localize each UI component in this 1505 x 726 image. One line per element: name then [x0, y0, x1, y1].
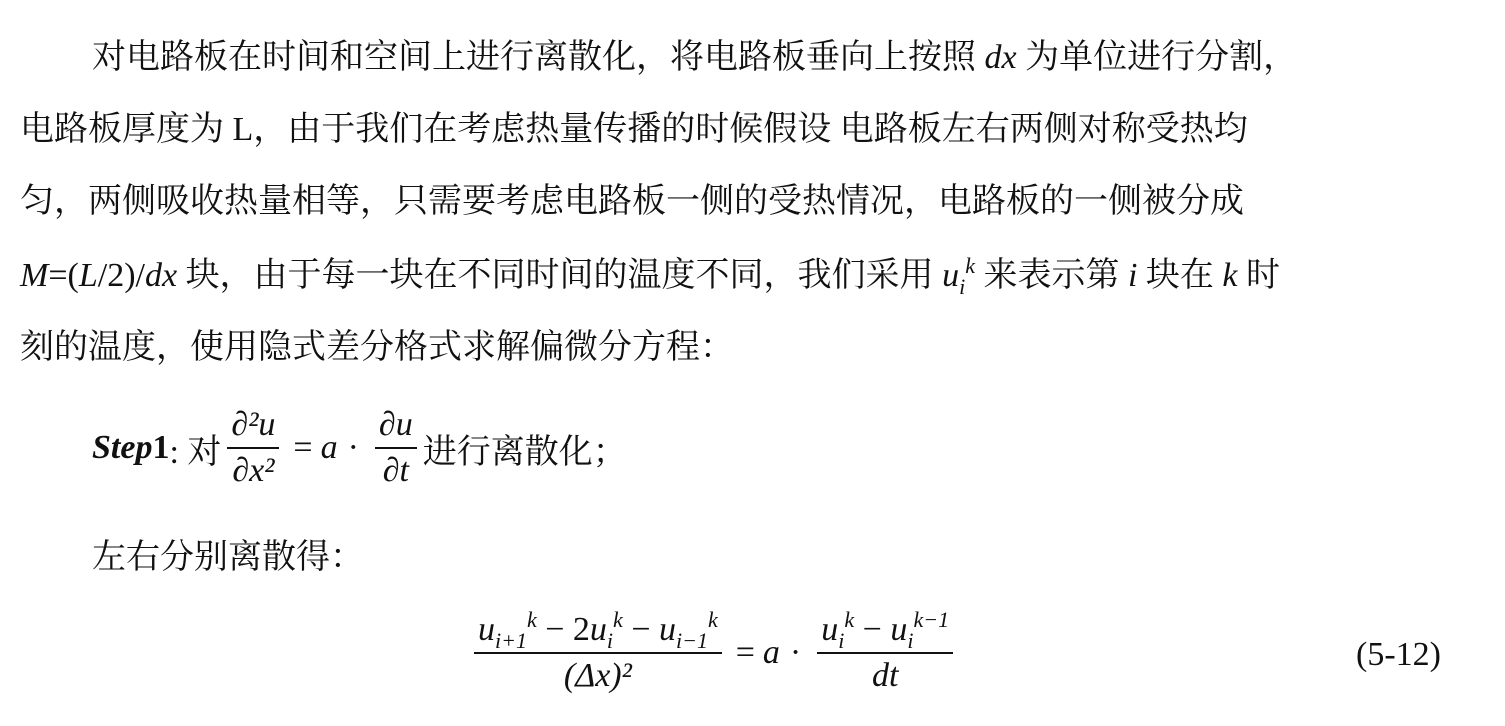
discretize-label: 左右分别离散得：	[92, 539, 364, 576]
math-sub: i	[907, 627, 914, 653]
math-u: u	[589, 611, 607, 648]
eq-rhs-denominator: dt	[871, 657, 899, 694]
math-i: i	[1127, 257, 1138, 294]
equals-sign: =	[293, 429, 313, 466]
math-u: u	[821, 611, 839, 648]
math-L: L	[78, 257, 98, 294]
text-span: 对电路板在时间和空间上进行离散化，将电路板垂向上按照	[92, 39, 985, 76]
math-u: u	[942, 257, 960, 294]
paragraph-line-5: 刻的温度，使用隐式差分格式求解偏微分方程：	[20, 329, 734, 366]
paragraph-line-4	[20, 248, 1280, 304]
fraction-denominator: ∂t	[382, 452, 409, 489]
math-op: − 2	[536, 611, 590, 648]
step-text: : 对	[169, 433, 222, 471]
eq-lhs-fraction	[474, 608, 722, 698]
eq-lhs-denominator: (Δx)²	[563, 657, 632, 694]
math-sub: i	[606, 627, 614, 653]
rhs-fraction	[375, 403, 417, 493]
math-sup: k	[844, 606, 855, 632]
step-suffix: 进行离散化；	[422, 433, 627, 471]
step-label: Step	[92, 429, 153, 466]
math-op: −	[854, 611, 891, 648]
math-dx: dx	[144, 257, 178, 294]
math-text: /2)/	[97, 257, 145, 294]
math-sub: i	[838, 627, 845, 653]
paragraph-line-2: 电路板厚度为 L，由于我们在考虑热量传播的时候假设 电路板左右两侧对称受热均	[20, 111, 1248, 148]
step1-row	[92, 398, 627, 498]
math-sup: k	[526, 606, 537, 632]
equation-number: (5-12)	[1356, 636, 1441, 673]
text-span: 时	[1237, 257, 1280, 294]
eq-rhs-numerator	[817, 608, 953, 652]
math-sub: i−1	[676, 627, 708, 653]
text-span: 为单位进行分割，	[1016, 39, 1298, 76]
math-a: a	[762, 634, 780, 671]
math-u: u	[659, 611, 676, 648]
text-span: 块在	[1137, 257, 1223, 294]
dot-operator: ·	[347, 429, 359, 466]
fraction-numerator: ∂u	[378, 406, 413, 443]
eq-rhs-fraction	[817, 608, 953, 698]
fraction-numerator: ∂²u	[231, 406, 276, 443]
math-a: a	[320, 429, 338, 466]
math-k: k	[1222, 257, 1238, 294]
text-span: 来表示第	[974, 257, 1128, 294]
math-M: M	[20, 257, 49, 294]
paragraph-line-3: 匀，两侧吸收热量相等，只需要考虑电路板一侧的受热情况，电路板的一侧被分成	[20, 183, 1244, 220]
math-u: u	[478, 611, 495, 648]
math-text: =(	[48, 257, 79, 294]
step-number: 1	[152, 429, 170, 466]
dot-operator: ·	[789, 634, 802, 671]
math-sup-k: k	[965, 252, 975, 278]
equation-5-12	[468, 598, 959, 708]
math-sub-i: i	[959, 273, 966, 299]
lhs-fraction	[227, 403, 279, 493]
math-sub: i+1	[495, 627, 527, 653]
math-sup: k	[707, 606, 718, 632]
equals-sign: =	[735, 634, 755, 671]
math-op: −	[622, 611, 659, 648]
math-u: u	[890, 611, 908, 648]
math-sup: k−1	[913, 606, 950, 632]
paragraph-line-1	[92, 30, 1297, 86]
text-span: 块，由于每一块在不同时间的温度不同，我们采用	[177, 257, 943, 294]
eq-lhs-numerator	[474, 608, 722, 652]
math-dx: dx	[984, 39, 1017, 76]
math-sup: k	[613, 606, 623, 632]
fraction-denominator: ∂x²	[232, 452, 275, 489]
